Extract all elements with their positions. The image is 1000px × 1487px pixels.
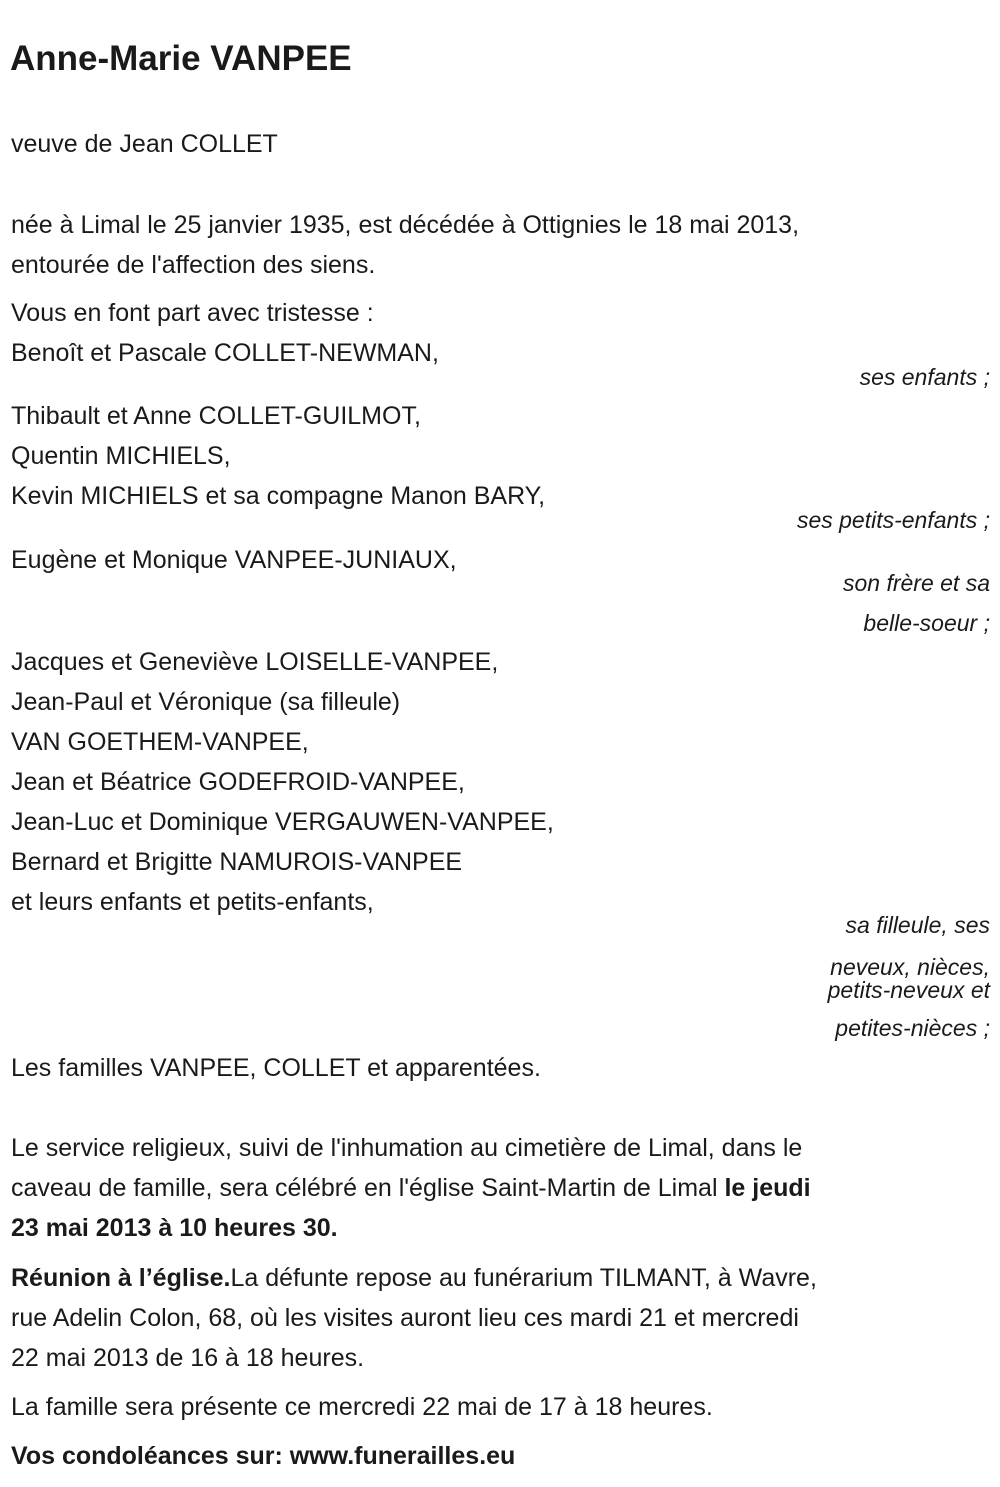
mourner-name: Kevin MICHIELS et sa compagne Manon BARY, <box>11 482 546 510</box>
mourner-name: Quentin MICHIELS, <box>11 442 231 470</box>
birth-death-line: entourée de l'affection des siens. <box>11 251 376 279</box>
mourner-name: VAN GOETHEM-VANPEE, <box>11 728 309 756</box>
mourner-name: Jean-Paul et Véronique (sa filleule) <box>11 688 401 716</box>
mourner-name: Jean et Béatrice GODEFROID-VANPEE, <box>11 768 465 796</box>
gathering-line: 22 mai 2013 de 16 à 18 heures. <box>11 1344 365 1372</box>
gathering-line <box>11 1263 817 1293</box>
families: Les familles VANPEE, COLLET et apparentées. <box>11 1054 541 1082</box>
widow-of: veuve de Jean COLLET <box>11 130 278 158</box>
service-date: le jeudi <box>724 1174 811 1202</box>
service-text: caveau de famille, sera célébré en l'église Saint-Martin de Limal <box>11 1174 725 1202</box>
relation-label: petites-nièces ; <box>835 1015 990 1041</box>
relation-label: neveux, nièces, <box>830 954 990 980</box>
mourner-name: Jacques et Geneviève LOISELLE-VANPEE, <box>11 648 499 676</box>
relation-label: son frère et sa <box>842 570 990 596</box>
condolences-link[interactable]: Vos condoléances sur: www.funerailles.eu <box>11 1442 516 1470</box>
mourner-name: et leurs enfants et petits-enfants, <box>11 888 374 916</box>
relation-label: ses enfants ; <box>859 364 990 390</box>
service-line <box>11 1173 811 1203</box>
gathering-line: rue Adelin Colon, 68, où les visites auront lieu ces mardi 21 et mercredi <box>11 1304 799 1332</box>
mourner-name: Bernard et Brigitte NAMUROIS-VANPEE <box>11 848 463 876</box>
relation-label: sa filleule, ses <box>845 912 990 938</box>
service-time <box>11 1213 338 1243</box>
gathering-text: La défunte repose au funérarium TILMANT, à Wavre, <box>230 1264 817 1292</box>
intro: Vous en font part avec tristesse : <box>11 299 374 327</box>
mourner-name: Jean-Luc et Dominique VERGAUWEN-VANPEE, <box>11 808 554 836</box>
relation-label: petits-neveux et <box>827 977 990 1003</box>
service-time-text: 23 mai 2013 à 10 heures 30. <box>11 1214 338 1242</box>
service-line: Le service religieux, suivi de l'inhumation au cimetière de Limal, dans le <box>11 1134 803 1162</box>
relation-label: ses petits-enfants ; <box>796 507 990 533</box>
family-present: La famille sera présente ce mercredi 22 mai de 17 à 18 heures. <box>11 1393 713 1421</box>
mourner-name: Thibault et Anne COLLET-GUILMOT, <box>11 402 421 430</box>
deceased-name: Anne-Marie VANPEE <box>10 39 352 78</box>
relation-label: belle-soeur ; <box>863 610 990 636</box>
mourner-name: Eugène et Monique VANPEE-JUNIAUX, <box>11 546 457 574</box>
birth-death-line: née à Limal le 25 janvier 1935, est décédée à Ottignies le 18 mai 2013, <box>11 211 800 239</box>
gathering-place: Réunion à l’église. <box>11 1264 231 1292</box>
mourner-name: Benoît et Pascale COLLET-NEWMAN, <box>11 339 439 367</box>
